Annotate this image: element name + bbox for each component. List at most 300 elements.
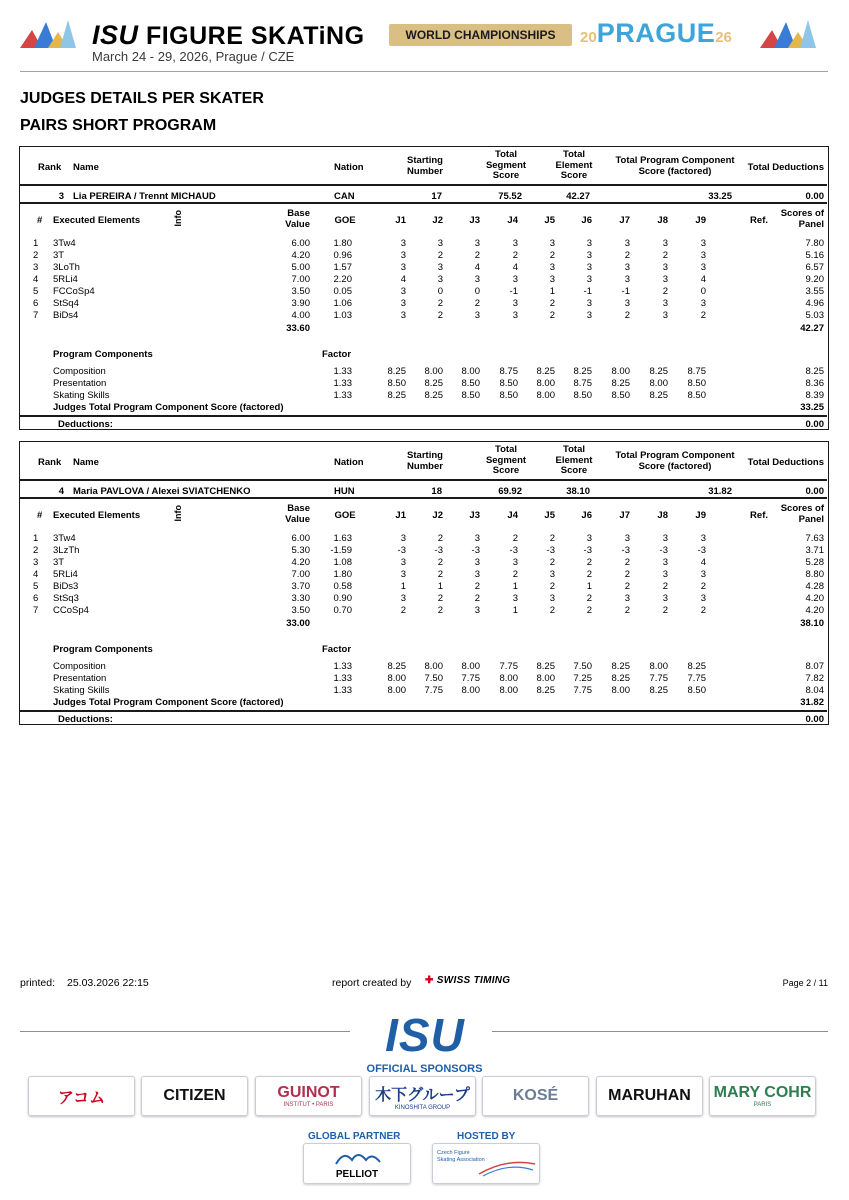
judge-score: 3 xyxy=(474,605,480,616)
panel-score: 8.80 xyxy=(805,569,824,580)
sponsor-subtext: PARIS xyxy=(753,1102,772,1108)
judge-score: 2 xyxy=(624,310,630,321)
deductions-value: 0.00 xyxy=(805,714,824,725)
total-deductions-value: 0.00 xyxy=(805,191,824,202)
sponsor-logo-content xyxy=(513,1087,558,1105)
judge-score: 3 xyxy=(586,298,592,309)
judge-score: 2 xyxy=(624,557,630,568)
total-element-header xyxy=(544,150,604,182)
judge-score: 2 xyxy=(586,593,592,604)
judge-score: 2 xyxy=(400,605,406,616)
printed-label: printed: xyxy=(20,977,56,989)
sponsor-logo-content xyxy=(277,1084,339,1108)
ref-header: Ref. xyxy=(750,215,768,226)
base-value: 3.30 xyxy=(291,593,310,604)
judge-score: 3 xyxy=(586,262,592,273)
judges-total-value: 31.82 xyxy=(800,697,824,708)
panel-score: 4.20 xyxy=(805,593,824,604)
judge-score: 2 xyxy=(474,581,480,592)
base-value-header-line: Base xyxy=(287,503,310,514)
component-judge-score: 7.75 xyxy=(499,661,518,672)
judge-score: 3 xyxy=(474,274,480,285)
judge-score: 3 xyxy=(662,557,668,568)
sponsor-logo xyxy=(709,1076,816,1116)
judge-score: 2 xyxy=(700,581,706,592)
judge-score: 3 xyxy=(662,533,668,544)
judge-score: 3 xyxy=(624,593,630,604)
judge-score: 3 xyxy=(624,238,630,249)
component-judge-score: 8.50 xyxy=(499,390,518,401)
element-code: 3Tw4 xyxy=(53,533,76,544)
judge-score: 2 xyxy=(662,605,668,616)
sponsor-name: KOSÉ xyxy=(512,1087,559,1104)
world-championships-badge: WORLD CHAMPIONSHIPS xyxy=(389,24,572,46)
global-partner-logo xyxy=(303,1143,411,1184)
goe-value: 1.63 xyxy=(333,533,352,544)
goe-header: GOE xyxy=(334,215,356,226)
city-name: PRAGUE xyxy=(596,18,716,48)
sponsor-name: アコム xyxy=(57,1089,106,1107)
judge-score: -1 xyxy=(583,286,592,297)
tpcs-header-line: Score (factored) xyxy=(638,460,712,472)
total-segment-header-line: Score xyxy=(492,465,520,476)
component-panel-score: 8.36 xyxy=(805,378,824,389)
judge-score: 3 xyxy=(549,262,555,273)
component-panel-score: 8.04 xyxy=(805,685,824,696)
total-deductions-header: Total Deductions xyxy=(747,162,824,173)
judge-score: 3 xyxy=(624,298,630,309)
global-partner-name: PELLIOT xyxy=(335,1169,379,1180)
judge-score: 4 xyxy=(474,262,480,273)
panel-score: 6.57 xyxy=(805,262,824,273)
isu-brand xyxy=(92,20,365,51)
element-code: BiDs3 xyxy=(53,581,79,592)
judge-score: 3 xyxy=(512,298,518,309)
element-number: 6 xyxy=(33,593,39,604)
component-judge-score: 8.00 xyxy=(499,685,518,696)
judge-header: J4 xyxy=(507,510,518,521)
component-judge-score: 7.75 xyxy=(573,685,592,696)
component-judge-score: 7.50 xyxy=(573,661,592,672)
component-judge-score: 8.00 xyxy=(649,378,668,389)
element-code: StSq3 xyxy=(53,593,79,604)
skater-block xyxy=(19,441,829,725)
element-number: 4 xyxy=(33,569,39,580)
judge-header: J5 xyxy=(544,215,555,226)
component-judge-score: 8.25 xyxy=(387,390,406,401)
panel-score: 3.71 xyxy=(805,545,824,556)
component-panel-score: 8.25 xyxy=(805,366,824,377)
deductions-divider xyxy=(20,710,827,712)
isu-logo: ISU xyxy=(385,1009,465,1061)
panel-score: 5.03 xyxy=(805,310,824,321)
brand-text: FIGURE SKATiNG xyxy=(145,22,365,50)
goe-value: 0.70 xyxy=(333,605,352,616)
judge-score: 3 xyxy=(586,238,592,249)
judge-score: 0 xyxy=(474,286,480,297)
tpcs-header xyxy=(600,156,750,177)
component-judge-score: 8.00 xyxy=(611,685,630,696)
judge-score: 3 xyxy=(700,262,706,273)
judge-score: 3 xyxy=(662,310,668,321)
base-value: 5.00 xyxy=(291,262,310,273)
judge-score: 3 xyxy=(700,238,706,249)
skater-swoosh-icon xyxy=(477,1154,537,1178)
event-dates: March 24 - 29, 2026, Prague / CZE xyxy=(92,49,295,64)
judge-score: 2 xyxy=(700,605,706,616)
judge-score: -3 xyxy=(397,545,406,556)
element-number: 1 xyxy=(33,533,39,544)
judge-score: 4 xyxy=(700,557,706,568)
component-judge-score: 8.00 xyxy=(387,685,406,696)
header-divider xyxy=(20,479,827,481)
judge-score: 2 xyxy=(437,557,443,568)
component-judge-score: 8.75 xyxy=(499,366,518,377)
scores-of-panel-header-line: Scores of xyxy=(780,503,824,514)
component-judge-score: 8.25 xyxy=(424,378,443,389)
event-header xyxy=(0,0,849,75)
total-segment-header xyxy=(476,150,536,182)
component-judge-score: 7.75 xyxy=(687,673,706,684)
scores-of-panel-header-line: Panel xyxy=(798,218,824,230)
judge-score: -3 xyxy=(659,545,668,556)
judge-score: 3 xyxy=(437,262,443,273)
skater-rank: 4 xyxy=(58,486,64,497)
sponsor-name: MARY COHR xyxy=(713,1084,812,1101)
judge-score: 1 xyxy=(400,581,406,592)
name-header: Name xyxy=(73,457,99,468)
swiss-timing-logo xyxy=(425,975,510,986)
goe-value: 1.80 xyxy=(333,238,352,249)
base-value-header-line: Value xyxy=(285,513,310,525)
num-header: # xyxy=(37,215,43,226)
judge-score: 3 xyxy=(662,274,668,285)
element-number: 3 xyxy=(33,262,39,273)
judge-score: -1 xyxy=(621,286,630,297)
num-header: # xyxy=(37,510,43,521)
base-value-header xyxy=(266,209,310,230)
element-code: 5RLi4 xyxy=(53,569,78,580)
goe-value: 0.58 xyxy=(333,581,352,592)
judge-score: 3 xyxy=(437,274,443,285)
judge-score: 3 xyxy=(662,298,668,309)
component-judge-score: 8.25 xyxy=(387,366,406,377)
component-judge-score: 8.50 xyxy=(687,378,706,389)
judge-score: 3 xyxy=(662,238,668,249)
ref-header: Ref. xyxy=(750,510,768,521)
component-judge-score: 8.00 xyxy=(536,390,555,401)
judge-score: 2 xyxy=(549,605,555,616)
component-judge-score: 7.75 xyxy=(649,673,668,684)
judge-score: -3 xyxy=(509,545,518,556)
component-judge-score: 8.25 xyxy=(536,685,555,696)
judge-score: -3 xyxy=(471,545,480,556)
sponsor-logo-content xyxy=(58,1085,105,1108)
triangle-logo-icon xyxy=(20,14,80,54)
component-judge-score: 8.00 xyxy=(461,366,480,377)
judge-header: J5 xyxy=(544,510,555,521)
component-judge-score: 7.50 xyxy=(424,673,443,684)
sponsor-name: CITIZEN xyxy=(163,1087,226,1104)
judge-score: 3 xyxy=(624,533,630,544)
deductions-label: Deductions: xyxy=(58,419,113,430)
skater-name: Lia PEREIRA / Trennt MICHAUD xyxy=(73,191,216,202)
component-factor: 1.33 xyxy=(333,378,352,389)
component-judge-score: 8.50 xyxy=(687,685,706,696)
tpcs-header-line: Score (factored) xyxy=(638,165,712,177)
component-judge-score: 8.00 xyxy=(536,378,555,389)
component-judge-score: 7.75 xyxy=(461,673,480,684)
judge-score: 3 xyxy=(400,250,406,261)
tpcs-header-line: Total Program Component xyxy=(615,155,735,166)
isu-logo-text: ISU xyxy=(92,20,139,50)
component-judge-score: 8.00 xyxy=(424,366,443,377)
element-number: 2 xyxy=(33,545,39,556)
element-code: StSq4 xyxy=(53,298,79,309)
judges-total-value: 33.25 xyxy=(800,402,824,413)
judge-score: 2 xyxy=(586,605,592,616)
sponsor-name: GUINOT xyxy=(277,1084,340,1101)
element-code: 3LoTh xyxy=(53,262,80,273)
hosted-by-label: HOSTED BY xyxy=(457,1131,516,1142)
judge-score: 2 xyxy=(662,250,668,261)
name-header: Name xyxy=(73,162,99,173)
judge-score: 3 xyxy=(400,593,406,604)
judge-score: 3 xyxy=(624,262,630,273)
judge-score: 3 xyxy=(586,533,592,544)
judges-total-label: Judges Total Program Component Score (factored) xyxy=(53,402,284,413)
base-value: 3.70 xyxy=(291,581,310,592)
element-number: 5 xyxy=(33,286,39,297)
sponsor-logo-content xyxy=(714,1084,812,1108)
judge-score: 2 xyxy=(700,310,706,321)
judge-score: 2 xyxy=(549,581,555,592)
total-segment-header-line: Segment xyxy=(485,159,527,171)
goe-value: 1.80 xyxy=(333,569,352,580)
judge-score: 3 xyxy=(700,569,706,580)
tpcs-header-line: Total Program Component xyxy=(615,450,735,461)
judge-score: 3 xyxy=(512,557,518,568)
skater-block xyxy=(19,146,829,430)
element-number: 1 xyxy=(33,238,39,249)
judge-score: 2 xyxy=(549,533,555,544)
total-element-header-line: Score xyxy=(560,170,588,181)
base-value: 6.00 xyxy=(291,238,310,249)
judge-score: 3 xyxy=(700,533,706,544)
base-value: 4.20 xyxy=(291,250,310,261)
component-name: Skating Skills xyxy=(53,685,110,696)
component-judge-score: 8.75 xyxy=(573,378,592,389)
component-judge-score: 8.50 xyxy=(499,378,518,389)
judge-score: 3 xyxy=(512,238,518,249)
tpcs-header xyxy=(600,451,750,472)
judge-score: 1 xyxy=(512,605,518,616)
judge-score: 3 xyxy=(549,238,555,249)
header-divider xyxy=(20,184,827,186)
judge-header: J2 xyxy=(432,215,443,226)
judge-score: 3 xyxy=(474,238,480,249)
judge-header: J7 xyxy=(619,215,630,226)
total-element-header-line: Element xyxy=(555,159,593,171)
tpcs-value: 31.82 xyxy=(708,486,732,497)
sponsor-logo-content xyxy=(375,1082,470,1111)
base-value: 4.00 xyxy=(291,310,310,321)
judge-score: 3 xyxy=(400,238,406,249)
executed-elements-header: Executed Elements xyxy=(53,215,141,226)
deductions-divider xyxy=(20,415,827,417)
judge-score: 2 xyxy=(474,593,480,604)
judge-score: 3 xyxy=(586,274,592,285)
base-value-total: 33.00 xyxy=(286,618,310,629)
element-number: 5 xyxy=(33,581,39,592)
component-judge-score: 7.25 xyxy=(573,673,592,684)
judge-score: 2 xyxy=(662,581,668,592)
panel-score: 4.96 xyxy=(805,298,824,309)
sponsor-logo xyxy=(369,1076,476,1116)
report-created-label: report created by xyxy=(332,977,412,989)
starting-number-value: 17 xyxy=(431,191,442,202)
total-segment-header-line: Segment xyxy=(485,454,527,466)
element-code: 3T xyxy=(53,250,65,261)
printed-value: 25.03.2026 22:15 xyxy=(67,977,149,989)
triangle-logo-icon xyxy=(760,14,820,54)
deductions-value: 0.00 xyxy=(805,419,824,430)
element-score-total: 42.27 xyxy=(800,323,824,334)
judge-score: 3 xyxy=(512,593,518,604)
starting-number-header-line: Number xyxy=(407,460,443,472)
total-element-header xyxy=(544,445,604,477)
panel-score: 7.80 xyxy=(805,238,824,249)
judge-score: -3 xyxy=(546,545,555,556)
judge-score: 0 xyxy=(700,286,706,297)
judge-score: 3 xyxy=(549,274,555,285)
judge-score: 3 xyxy=(586,310,592,321)
panel-score: 4.28 xyxy=(805,581,824,592)
element-number: 6 xyxy=(33,298,39,309)
panel-score: 5.16 xyxy=(805,250,824,261)
sponsor-subtext: KINOSHITA GROUP xyxy=(394,1104,451,1111)
judge-header: J2 xyxy=(432,510,443,521)
judge-header: J7 xyxy=(619,510,630,521)
judge-score: -3 xyxy=(621,545,630,556)
judge-score: 2 xyxy=(512,533,518,544)
swiss-timing-text: SWISS TIMING xyxy=(436,975,511,986)
judge-score: 2 xyxy=(624,250,630,261)
total-segment-value: 75.52 xyxy=(498,191,522,202)
base-value-header xyxy=(266,504,310,525)
judge-score: 2 xyxy=(586,569,592,580)
starting-number-header xyxy=(390,156,460,177)
judge-score: 3 xyxy=(474,310,480,321)
info-header: Info xyxy=(173,210,183,227)
judge-score: 3 xyxy=(662,262,668,273)
base-value: 7.00 xyxy=(291,274,310,285)
judge-score: 3 xyxy=(400,310,406,321)
base-value: 3.50 xyxy=(291,286,310,297)
nation-header: Nation xyxy=(334,457,364,468)
element-code: CCoSp4 xyxy=(53,605,89,616)
goe-value: 2.20 xyxy=(333,274,352,285)
skater-nation: CAN xyxy=(334,191,355,202)
component-judge-score: 8.00 xyxy=(536,673,555,684)
judge-score: 1 xyxy=(549,286,555,297)
judge-header: J3 xyxy=(469,510,480,521)
total-deductions-value: 0.00 xyxy=(805,486,824,497)
total-element-header-line: Total xyxy=(563,149,585,160)
total-element-value: 42.27 xyxy=(566,191,590,202)
judge-score: 2 xyxy=(624,569,630,580)
skater-nation: HUN xyxy=(334,486,355,497)
judge-header: J6 xyxy=(581,215,592,226)
judge-score: 3 xyxy=(400,569,406,580)
judge-score: 3 xyxy=(400,557,406,568)
total-element-header-line: Total xyxy=(563,444,585,455)
starting-number-header xyxy=(390,451,460,472)
program-components-header: Program Components xyxy=(53,644,153,655)
component-judge-score: 8.00 xyxy=(424,661,443,672)
component-judge-score: 8.00 xyxy=(461,661,480,672)
starting-number-header-line: Starting xyxy=(407,155,443,166)
component-judge-score: 8.25 xyxy=(611,661,630,672)
global-partner-label: GLOBAL PARTNER xyxy=(308,1131,401,1142)
component-judge-score: 8.50 xyxy=(387,378,406,389)
judge-score: 4 xyxy=(512,262,518,273)
judge-score: 3 xyxy=(400,533,406,544)
judge-score: 2 xyxy=(437,533,443,544)
goe-value: 0.05 xyxy=(333,286,352,297)
base-value: 5.30 xyxy=(291,545,310,556)
goe-value: 1.57 xyxy=(333,262,352,273)
component-panel-score: 7.82 xyxy=(805,673,824,684)
component-judge-score: 8.25 xyxy=(536,661,555,672)
judge-score: 3 xyxy=(474,569,480,580)
base-value-total: 33.60 xyxy=(286,323,310,334)
component-judge-score: 8.75 xyxy=(687,366,706,377)
component-judge-score: 8.50 xyxy=(573,390,592,401)
report-title: JUDGES DETAILS PER SKATER xyxy=(20,90,264,107)
judge-header: J9 xyxy=(695,510,706,521)
component-judge-score: 8.25 xyxy=(649,366,668,377)
judge-score: 1 xyxy=(437,581,443,592)
goe-header: GOE xyxy=(334,510,356,521)
judge-score: 2 xyxy=(549,250,555,261)
sponsor-logo xyxy=(141,1076,248,1116)
judge-score: 2 xyxy=(662,286,668,297)
rank-header: Rank xyxy=(38,162,62,173)
judge-score: 2 xyxy=(549,557,555,568)
judge-score: 3 xyxy=(700,250,706,261)
element-code: 5RLi4 xyxy=(53,274,78,285)
judge-score: 0 xyxy=(437,286,443,297)
sponsor-subtext: INSTITUT • PARIS xyxy=(283,1102,334,1108)
element-number: 4 xyxy=(33,274,39,285)
judge-score: 2 xyxy=(437,593,443,604)
segment-title: PAIRS SHORT PROGRAM xyxy=(20,117,217,134)
base-value-header-line: Base xyxy=(287,208,310,219)
judge-score: 4 xyxy=(400,274,406,285)
component-judge-score: 8.25 xyxy=(387,661,406,672)
summary-divider xyxy=(20,497,827,499)
component-judge-score: 8.50 xyxy=(611,390,630,401)
judge-score: 2 xyxy=(549,298,555,309)
judge-score: 2 xyxy=(624,581,630,592)
sponsor-divider-left xyxy=(20,1031,350,1032)
component-judge-score: 8.25 xyxy=(611,673,630,684)
judge-score: 2 xyxy=(437,250,443,261)
wave-icon xyxy=(334,1148,382,1168)
judge-score: 3 xyxy=(700,298,706,309)
component-factor: 1.33 xyxy=(333,673,352,684)
